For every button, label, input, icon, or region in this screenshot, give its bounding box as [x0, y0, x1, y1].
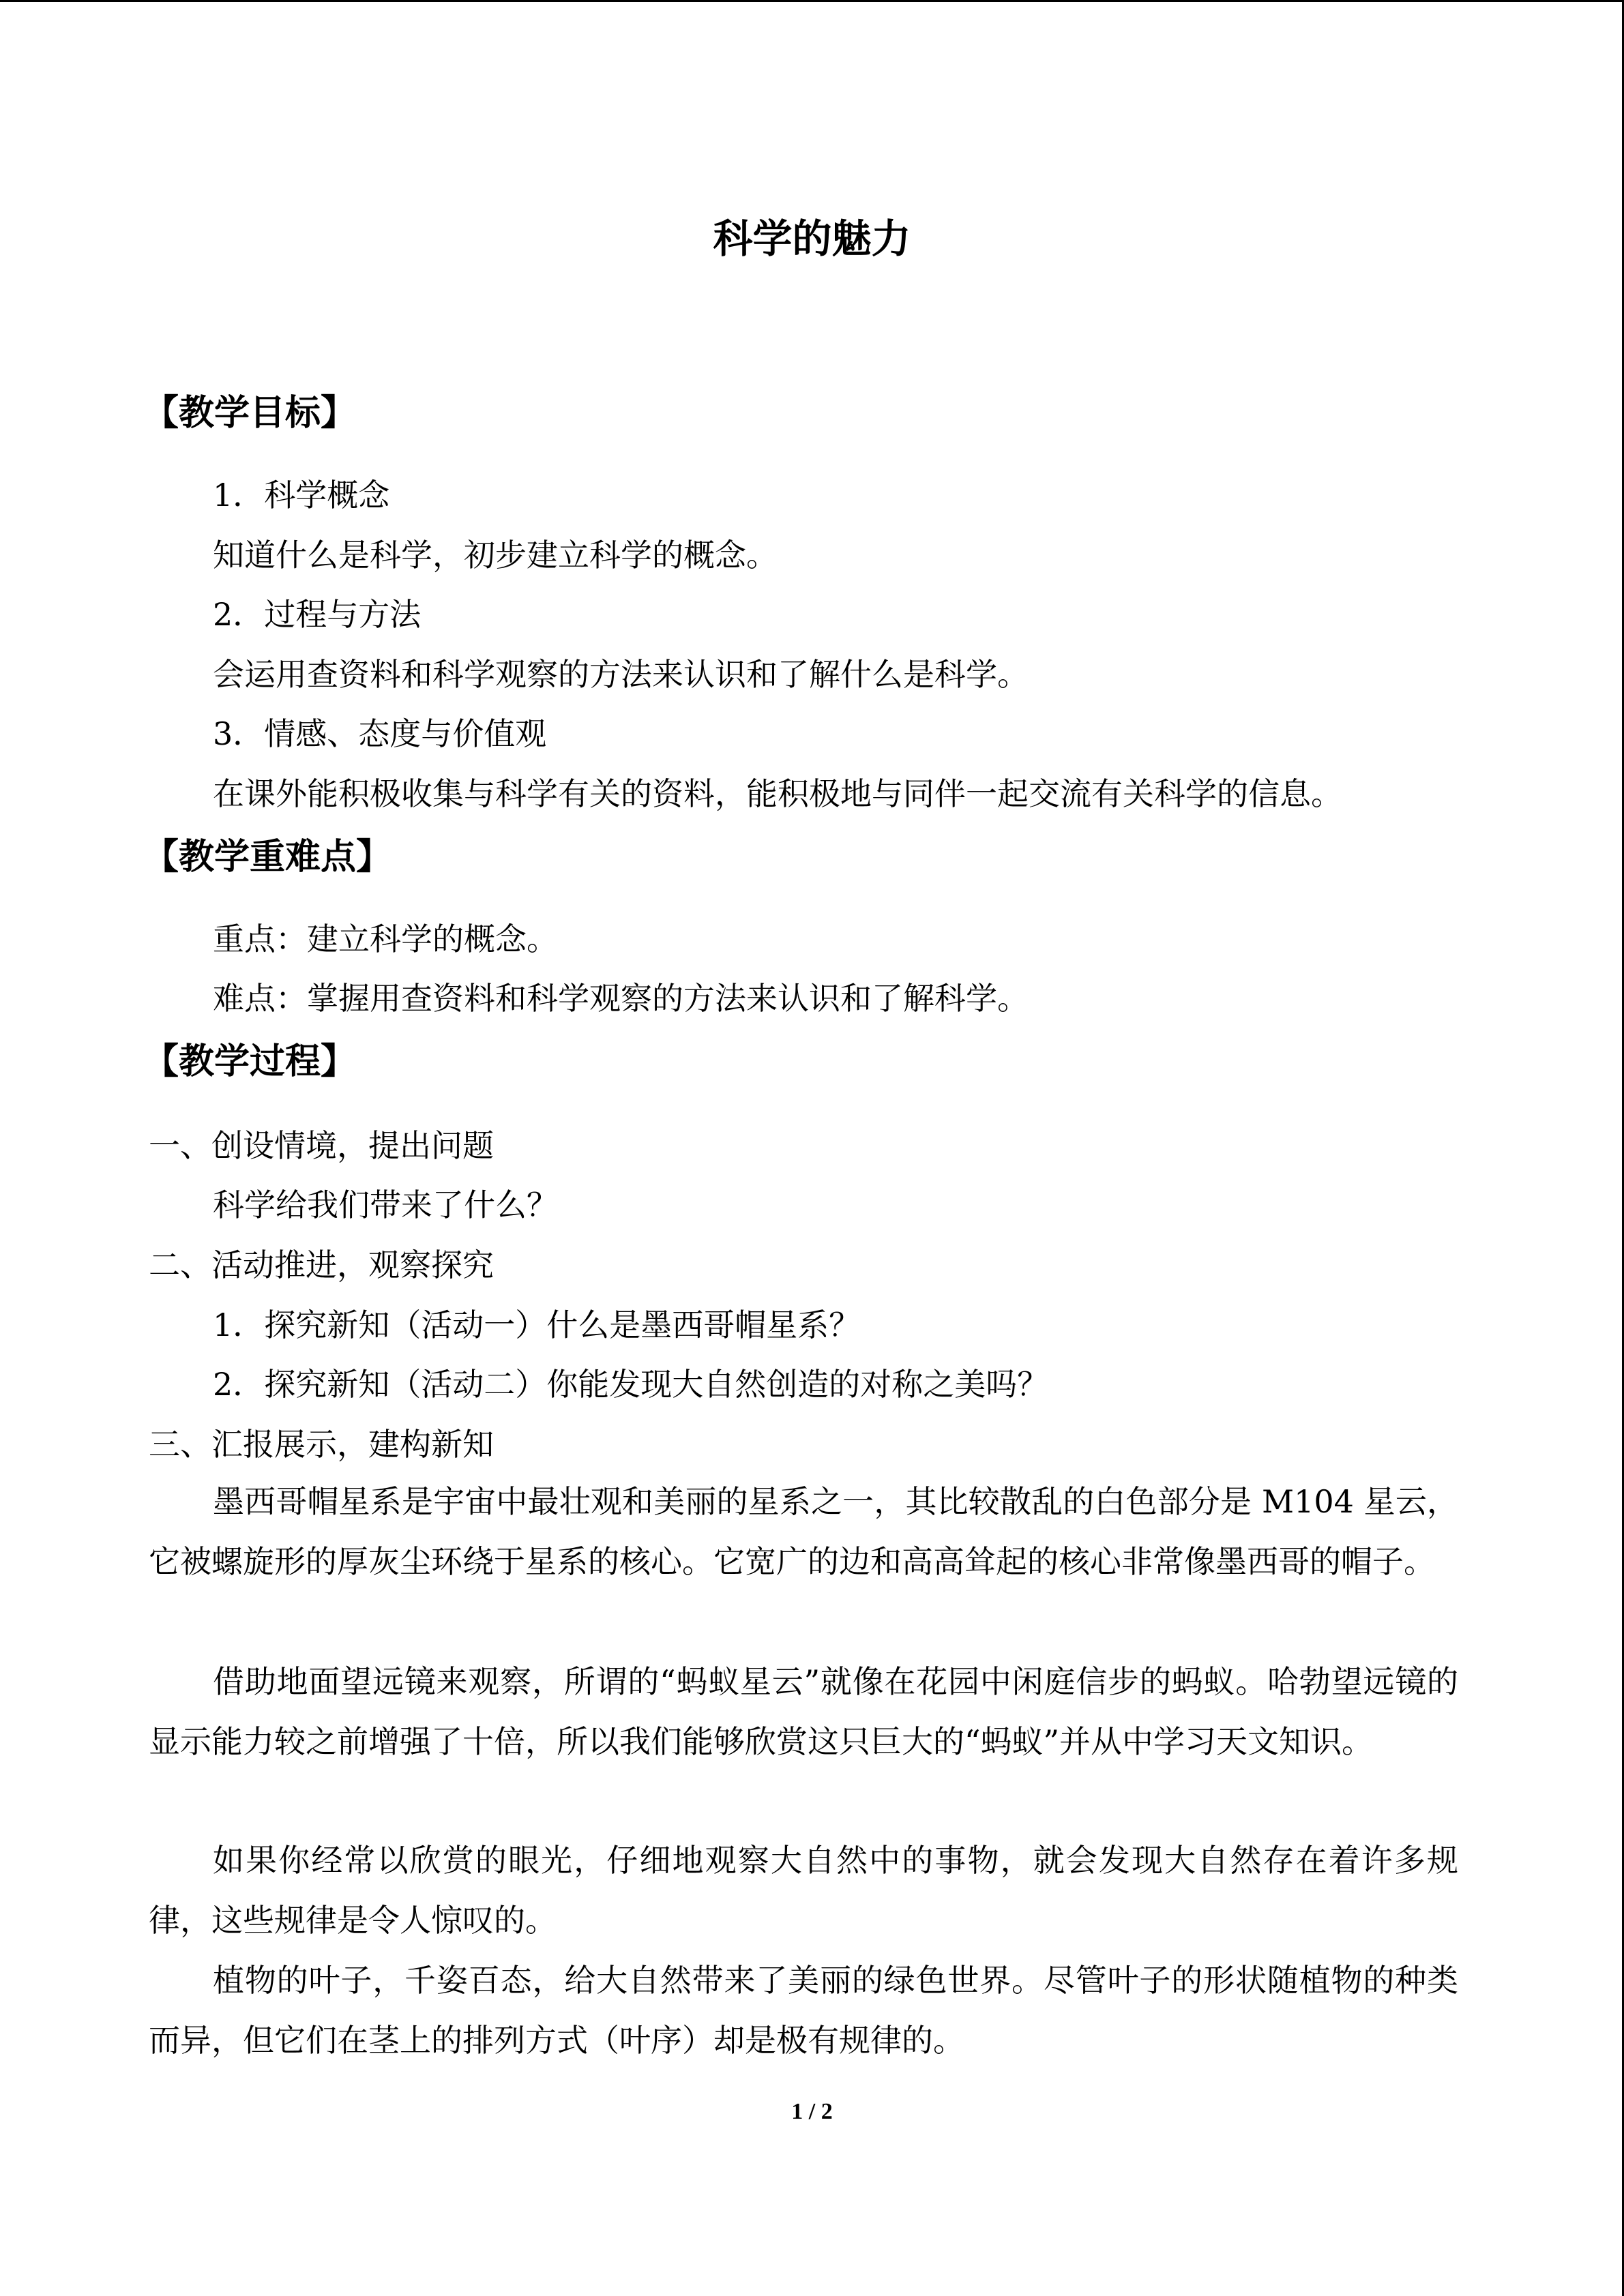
process-step-2-activity-2: 2．探究新知（活动二）你能发现大自然创造的对称之美吗？	[213, 1366, 1049, 1403]
process-step-2: 二、活动推进，观察探究	[149, 1247, 494, 1283]
paragraph-ant-nebula: 借助地面望远镜来观察，所谓的“蚂蚁星云”就像在花园中闲庭信步的蚂蚁。哈勃望远镜的显示能力较之前增强了十倍，所以我们能够欣赏这只巨大的“蚂蚁”并从中学习天文知识。	[149, 1663, 1458, 1760]
section-heading-process: 【教学过程】	[143, 1041, 357, 1082]
goal-item-1-text: 知道什么是科学，初步建立科学的概念。	[213, 537, 778, 573]
key-point-focus: 重点：建立科学的概念。	[213, 921, 558, 957]
key-point-difficulty: 难点：掌握用查资料和科学观察的方法来认识和了解科学。	[213, 980, 1029, 1017]
section-heading-key-points: 【教学重难点】	[143, 836, 392, 878]
process-step-1: 一、创设情境，提出问题	[149, 1127, 494, 1164]
goal-item-2-title: 2．过程与方法	[213, 596, 422, 633]
goal-item-2-text: 会运用查资料和科学观察的方法来认识和了解什么是科学。	[213, 656, 1029, 693]
goal-item-1-title: 1．科学概念	[213, 477, 390, 513]
paragraph-leaves: 植物的叶子，千姿百态，给大自然带来了美丽的绿色世界。尽管叶子的形状随植物的种类而异，但它们在茎上的排列方式（叶序）却是极有规律的。	[149, 1962, 1458, 2059]
process-step-3: 三、汇报展示，建构新知	[149, 1426, 494, 1463]
process-step-1-question: 科学给我们带来了什么？	[213, 1187, 558, 1223]
goal-item-3-text: 在课外能积极收集与科学有关的资料，能积极地与同伴一起交流有关科学的信息。	[213, 775, 1342, 812]
page-number: 1 / 2	[791, 2099, 833, 2124]
document-title: 科学的魅力	[713, 215, 911, 262]
section-heading-goals: 【教学目标】	[143, 392, 357, 434]
paragraph-galaxy: 墨西哥帽星系是宇宙中最壮观和美丽的星系之一，其比较散乱的白色部分是 M104 星云，它被螺旋形的厚灰尘环绕于星系的核心。它宽广的边和高高耸起的核心非常像墨西哥的帽子。	[149, 1483, 1458, 1580]
paragraph-nature-rules: 如果你经常以欣赏的眼光，仔细地观察大自然中的事物，就会发现大自然存在着许多规律，这些规律是令人惊叹的。	[149, 1842, 1458, 1939]
goal-item-3-title: 3．情感、态度与价值观	[213, 715, 547, 752]
page-top-border	[0, 0, 1624, 2]
process-step-2-activity-1: 1．探究新知（活动一）什么是墨西哥帽星系？	[213, 1307, 861, 1343]
